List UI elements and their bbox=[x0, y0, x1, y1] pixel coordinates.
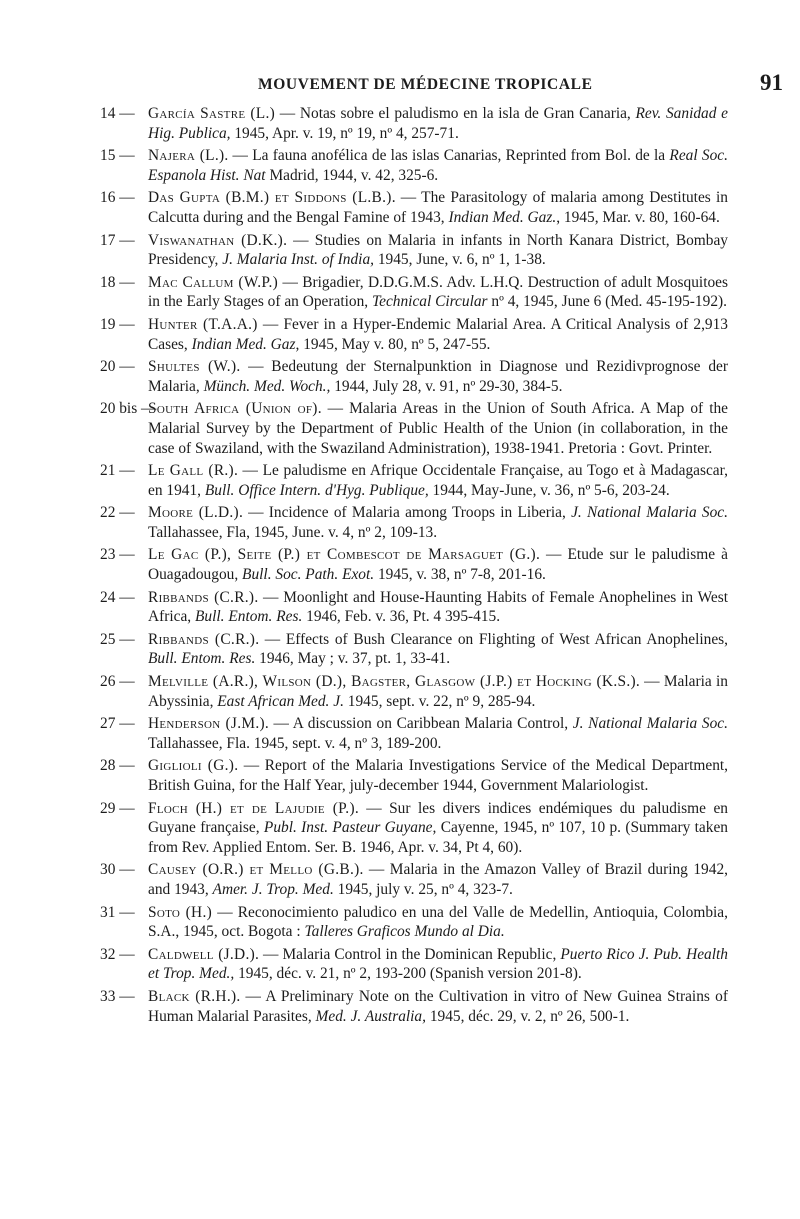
bibliography-entry bbox=[100, 273, 728, 312]
entry-title: . — Etude sur le paludisme à Ouagadougou, bbox=[148, 546, 728, 584]
entry-details: 1945, july v. 25, nº 4, 323-7. bbox=[333, 880, 513, 898]
entry-source: Indian Med. Gaz. bbox=[448, 208, 557, 226]
entry-title: . — La fauna anofélica de las islas Canarias, Reprinted from Bol. de la bbox=[224, 147, 670, 165]
entry-text bbox=[148, 104, 728, 143]
entry-details: 1945, v. 38, nº 7-8, 201-16. bbox=[374, 566, 546, 584]
entry-text bbox=[148, 756, 728, 795]
entry-number: 30 — bbox=[100, 861, 135, 879]
entry-authors: Najera (L.) bbox=[148, 147, 225, 165]
entry-authors: Black (R.H.) bbox=[148, 987, 237, 1005]
entry-text bbox=[148, 799, 728, 858]
entry-source: East African Med. J. bbox=[217, 692, 344, 710]
entry-details: Madrid, 1944, v. 42, 325-6. bbox=[265, 166, 439, 184]
entry-source: Bull. Entom. Res. bbox=[148, 650, 256, 668]
entry-details: 1945, May v. 80, nº 5, 247-55. bbox=[299, 335, 491, 353]
entry-title: — Brigadier, D.D.G.M.S. Adv. L.H.Q. Destruction of adult Mosquitoes in the Early Stages of an Operation, bbox=[148, 273, 728, 311]
bibliography-entry bbox=[100, 672, 728, 711]
entry-text bbox=[148, 672, 728, 711]
bibliography-list bbox=[100, 104, 728, 1029]
entry-number: 22 — bbox=[100, 504, 135, 522]
entry-source: Puerto Rico J. Pub. Health et Trop. Med., bbox=[148, 945, 728, 983]
bibliography-entry bbox=[100, 987, 728, 1026]
entry-text bbox=[148, 357, 728, 396]
entry-source: J. Malaria Inst. of India, bbox=[222, 251, 374, 269]
entry-number: 16 — bbox=[100, 189, 135, 207]
entry-details: Tallahassee, Fla. 1945, sept. v. 4, nº 3, 189-200. bbox=[148, 734, 442, 752]
bibliography-entry bbox=[100, 903, 728, 942]
entry-number: 15 — bbox=[100, 147, 135, 165]
entry-authors: García Sastre (L.) bbox=[148, 105, 276, 122]
entry-text bbox=[148, 461, 728, 500]
entry-authors: Giglioli (G.) bbox=[148, 757, 235, 775]
entry-title: . — Sur les divers indices endémiques du paludisme en Guyane française, bbox=[148, 799, 728, 837]
entry-number: 32 — bbox=[100, 945, 135, 963]
entry-authors: Le Gall (R.) bbox=[148, 462, 234, 480]
entry-authors: Ribbands (C.R.) bbox=[148, 630, 256, 648]
entry-text bbox=[148, 945, 728, 984]
entry-title: . — Malaria Areas in the Union of South Africa. A Map of the Malarial Survey by the Department of Public Health of the Union (in collaboration, in the case of Swaziland, with the Swaziland Administration), 1938-1941. Pretoria : Govt. Printer. bbox=[148, 400, 728, 457]
bibliography-entry bbox=[100, 231, 728, 270]
bibliography-entry bbox=[100, 756, 728, 795]
entry-number: 27 — bbox=[100, 715, 135, 733]
bibliography-entry bbox=[100, 945, 728, 984]
entry-source: Rev. Sanidad e Hig. Publica, bbox=[148, 105, 728, 142]
entry-title: . — Studies on Malaria in infants in North Kanara District, Bombay Presidency, bbox=[148, 231, 728, 269]
entry-source: Publ. Inst. Pasteur Guyane, bbox=[263, 819, 437, 837]
entry-authors: Henderson (J.M.) bbox=[148, 715, 265, 733]
entry-details: Cayenne, 1945, nº 107, 10 p. (Summary taken from Rev. Applied Entom. Ser. B. 1946, Apr. v. 34, Pt 4, 60). bbox=[148, 819, 728, 856]
entry-details: 1944, May-June, v. 36, nº 5-6, 203-24. bbox=[428, 481, 670, 499]
entry-number: 24 — bbox=[100, 588, 135, 606]
entry-authors: Le Gac (P.), Seite (P.) et Combescot de Marsaguet (G.) bbox=[148, 546, 536, 564]
entry-source: J. National Malaria Soc. bbox=[572, 715, 728, 733]
entry-title: — Reconocimiento paludico en una del Valle de Medellin, Antioquia, Colombia, S.A., 1945, oct. Bogota : bbox=[148, 903, 728, 941]
entry-title: . — Le paludisme en Afrique Occidentale Française, au Togo et à Madagascar, en 1941, bbox=[148, 462, 728, 499]
entry-title: . — Moonlight and House-Haunting Habits of Female Anophelines in West Africa, bbox=[148, 588, 728, 626]
entry-text bbox=[148, 714, 728, 753]
entry-details: 1945, déc. 29, v. 2, nº 26, 500-1. bbox=[425, 1007, 630, 1025]
entry-text bbox=[148, 630, 728, 669]
bibliography-entry bbox=[100, 357, 728, 396]
entry-title: — Notas sobre el paludismo en la isla de Gran Canaria, bbox=[275, 105, 636, 122]
entry-source: Med. J. Australia, bbox=[315, 1007, 426, 1025]
entry-number: 31 — bbox=[100, 903, 135, 921]
bibliography-entry bbox=[100, 860, 728, 899]
entry-text bbox=[148, 903, 728, 942]
entry-number: 19 — bbox=[100, 315, 135, 333]
bibliography-entry bbox=[100, 545, 728, 584]
entry-source: Amer. J. Trop. Med. bbox=[212, 880, 334, 898]
entry-authors: Causey (O.R.) et Mello (G.B.) bbox=[148, 861, 360, 879]
entry-authors: Soto (H.) bbox=[148, 903, 213, 921]
entry-source: J. National Malaria Soc. bbox=[571, 504, 728, 522]
bibliography-entry bbox=[100, 188, 728, 227]
bibliography-entry bbox=[100, 799, 728, 858]
bibliography-entry bbox=[100, 146, 728, 185]
entry-number: 20 — bbox=[100, 358, 135, 376]
entry-source: Technical Circular bbox=[371, 293, 488, 311]
entry-authors: Shultes (W.) bbox=[148, 358, 237, 376]
entry-title: . — Malaria Control in the Dominican Republic, bbox=[255, 945, 561, 963]
entry-text bbox=[148, 231, 728, 270]
entry-title: . — Malaria in the Amazon Valley of Brazil during 1942, and 1943, bbox=[148, 861, 728, 898]
entry-details: 1945, sept. v. 22, nº 9, 285-94. bbox=[343, 692, 536, 710]
entry-source: Bull. Office Intern. d'Hyg. Publique, bbox=[204, 481, 429, 499]
entry-text bbox=[148, 146, 728, 185]
entry-source: Münch. Med. Woch., bbox=[203, 377, 331, 395]
entry-authors: Das Gupta (B.M.) et Siddons (L.B.) bbox=[148, 189, 392, 207]
entry-source: Bull. Entom. Res. bbox=[195, 608, 303, 626]
bibliography-entry bbox=[100, 461, 728, 500]
entry-details: 1945, June, v. 6, nº 1, 1-38. bbox=[374, 251, 546, 269]
entry-details: 1945, déc. v. 21, nº 2, 193-200 (Spanish version 201-8). bbox=[234, 965, 582, 983]
entry-number: 18 — bbox=[100, 273, 135, 291]
entry-text bbox=[148, 399, 728, 458]
entry-number: 23 — bbox=[100, 546, 135, 564]
bibliography-entry bbox=[100, 503, 728, 542]
entry-text bbox=[148, 860, 728, 899]
entry-title: . — Effects of Bush Clearance on Flighting of West African Anophelines, bbox=[255, 630, 728, 648]
entry-details: Tallahassee, Fla, 1945, June. v. 4, nº 2, 109-13. bbox=[148, 523, 438, 541]
entry-number: 28 — bbox=[100, 757, 135, 775]
entry-number: 33 — bbox=[100, 987, 135, 1005]
entry-details: , 1945, Mar. v. 80, 160-64. bbox=[556, 208, 720, 226]
entry-number: 14 — bbox=[100, 105, 135, 122]
entry-source: Bull. Soc. Path. Exot. bbox=[242, 566, 375, 584]
entry-source: Talleres Graficos Mundo al Dia. bbox=[304, 923, 505, 941]
entry-source: Indian Med. Gaz, bbox=[191, 335, 300, 353]
entry-text bbox=[148, 545, 728, 584]
entry-number: 17 — bbox=[100, 231, 135, 249]
entry-authors: Mac Callum (W.P.) bbox=[148, 273, 279, 291]
entry-authors: Moore (L.D.) bbox=[148, 504, 239, 522]
entry-title: . — Malaria in Abyssinia, bbox=[148, 673, 728, 710]
page-number: 91 bbox=[760, 70, 783, 95]
page-header bbox=[0, 70, 800, 96]
entry-authors: Ribbands (C.R.) bbox=[148, 588, 255, 606]
entry-text bbox=[148, 503, 728, 542]
running-title: MOUVEMENT DE MÉDECINE TROPICALE bbox=[258, 76, 593, 93]
entry-authors: Melville (A.R.), Wilson (D.), Bagster, Glasgow (J.P.) et Hocking (K.S.) bbox=[148, 673, 636, 691]
entry-number: 21 — bbox=[100, 462, 135, 480]
entry-authors: Caldwell (J.D.) bbox=[148, 945, 256, 963]
bibliography-entry bbox=[100, 630, 728, 669]
entry-title: — Fever in a Hyper-Endemic Malarial Area. A Critical Analysis of 2,913 Cases, bbox=[148, 315, 728, 353]
bibliography-entry bbox=[100, 588, 728, 627]
entry-title: . — Report of the Malaria Investigations Service of the Medical Department, British Guina, for the Half Year, july-december 1944, Government Malariologist. bbox=[148, 757, 729, 794]
entry-number: 25 — bbox=[100, 630, 135, 648]
entry-number: 29 — bbox=[100, 799, 135, 817]
entry-title: . — A Preliminary Note on the Cultivation in vitro of New Guinea Strains of Human Malarial Parasites, bbox=[148, 987, 728, 1025]
entry-text bbox=[148, 987, 728, 1026]
entry-number: 26 — bbox=[100, 673, 135, 691]
entry-number: 20 bis — bbox=[100, 400, 157, 418]
entry-source: Real Soc. Espanola Hist. Nat bbox=[148, 147, 728, 184]
entry-authors: Hunter (T.A.A.) bbox=[148, 315, 258, 333]
entry-text bbox=[148, 273, 728, 312]
entry-details: 1946, May ; v. 37, pt. 1, 33-41. bbox=[255, 650, 451, 668]
entry-details: 1946, Feb. v. 36, Pt. 4 395-415. bbox=[302, 608, 501, 626]
bibliography-entry bbox=[100, 399, 728, 458]
bibliography-entry bbox=[100, 104, 728, 143]
entry-authors: Floch (H.) et de Lajudie (P.) bbox=[148, 799, 355, 817]
entry-title: . — The Parasitology of malaria among Destitutes in Calcutta during and the Bengal Famine of 1943, bbox=[148, 189, 728, 226]
entry-details: nº 4, 1945, June 6 (Med. 45-195-192). bbox=[487, 293, 727, 311]
entry-title: . — Bedeutung der Sternalpunktion in Diagnose und Rezidivprognose der Malaria, bbox=[148, 358, 728, 395]
entry-details: 1944, July 28, v. 91, nº 29-30, 384-5. bbox=[330, 377, 563, 395]
bibliography-entry bbox=[100, 315, 728, 354]
entry-text bbox=[148, 315, 728, 354]
entry-authors: Viswanathan (D.K.) bbox=[148, 231, 284, 249]
entry-details: 1945, Apr. v. 19, nº 19, nº 4, 257-71. bbox=[230, 124, 459, 142]
entry-text bbox=[148, 188, 728, 227]
entry-authors: South Africa (Union of) bbox=[148, 400, 318, 418]
entry-title: . — A discussion on Caribbean Malaria Control, bbox=[264, 715, 573, 733]
entry-title: . — Incidence of Malaria among Troops in Liberia, bbox=[238, 504, 572, 522]
entry-text bbox=[148, 588, 728, 627]
bibliography-entry bbox=[100, 714, 728, 753]
